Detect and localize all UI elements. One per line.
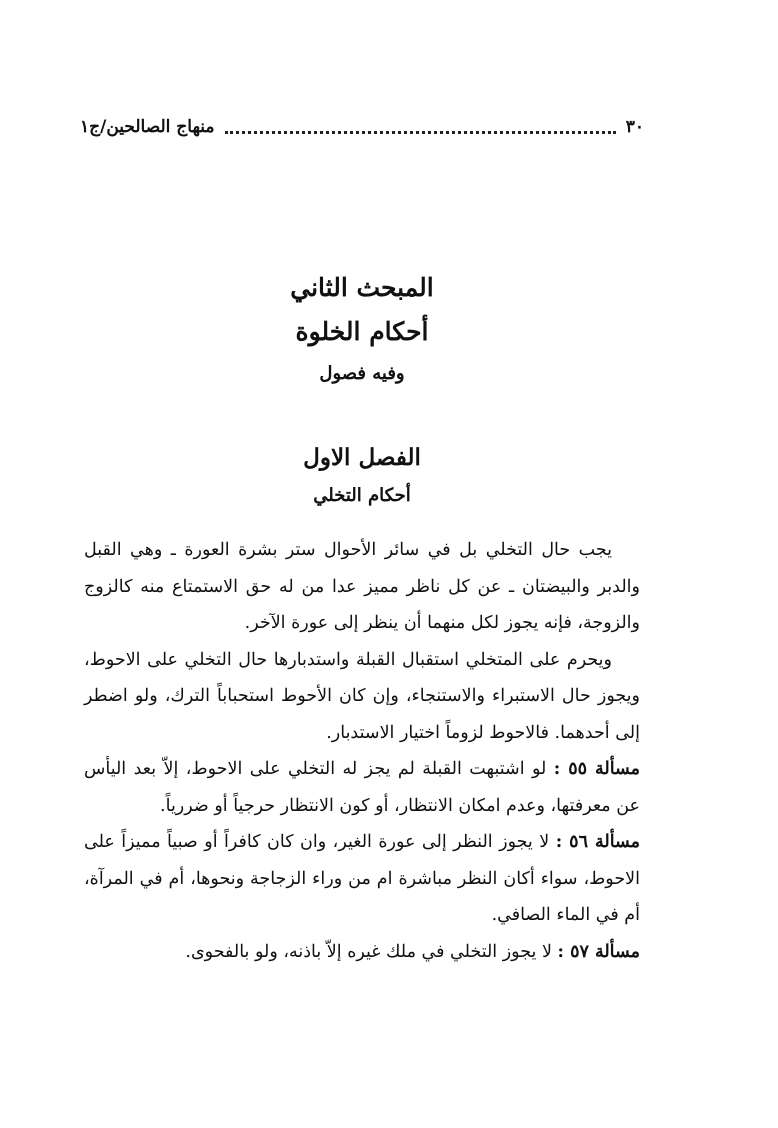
masala-56-text: لا يجوز النظر إلى عورة الغير، وان كان كافراً أو صبياً مميزاً على الاحوط، سواء أكان النظر مباشرة ام من وراء الزجاجة ونحوها، أم في المرآة، أم في الماء الصافي. xyxy=(84,832,640,925)
body-text xyxy=(84,532,640,970)
chapter-subtitle: أحكام التخلي xyxy=(313,485,411,506)
masala-55-label: مسألة ٥٥ : xyxy=(553,759,641,779)
book-title: منهاج الصالحين/ج١ xyxy=(80,117,215,137)
section-heading: المبحث الثاني xyxy=(290,273,434,302)
masala-55 xyxy=(84,751,640,824)
paragraph-1: يجب حال التخلي بل في سائر الأحوال ستر بشرة العورة ـ وهي القبل والدبر والبيضتان ـ عن كل ناظر مميز عدا من له حق الاستمتاع منه كالزوج والزوجة، فإنه يجوز لكل منهما أن ينظر إلى عورة الآخر. xyxy=(84,540,640,633)
masala-55-text: لو اشتبهت القبلة لم يجز له التخلي على الاحوط، إلاّ بعد اليأس عن معرفتها، وعدم امكان الانتظار، أو كون الانتظار حرجياً أو ضررياً. xyxy=(84,759,640,816)
masala-56 xyxy=(84,824,640,934)
page-number: ٣٠ xyxy=(625,117,644,137)
paragraph-2: ويحرم على المتخلي استقبال القبلة واستدبارها حال التخلي على الاحوط، ويجوز حال الاستبراء والاستنجاء، وإن كان الأحوط استحباباً الترك، ولو اضطر إلى أحدهما. فالاحوط لزوماً اختيار الاستدبار. xyxy=(84,649,640,743)
masala-57-label: مسألة ٥٧ : xyxy=(557,941,640,962)
running-header xyxy=(80,112,644,142)
headings-block xyxy=(80,266,644,514)
section-note: وفيه فصول xyxy=(319,363,405,384)
masala-57 xyxy=(84,934,640,971)
topic-heading: أحكام الخلوة xyxy=(295,317,429,346)
masala-57-text: لا يجوز التخلي في ملك غيره إلاّ باذنه، ولو بالفحوى. xyxy=(185,941,558,962)
masala-56-label: مسألة ٥٦ : xyxy=(555,832,641,852)
header-dot-leader xyxy=(225,121,616,134)
chapter-heading: الفصل الاول xyxy=(303,444,421,471)
